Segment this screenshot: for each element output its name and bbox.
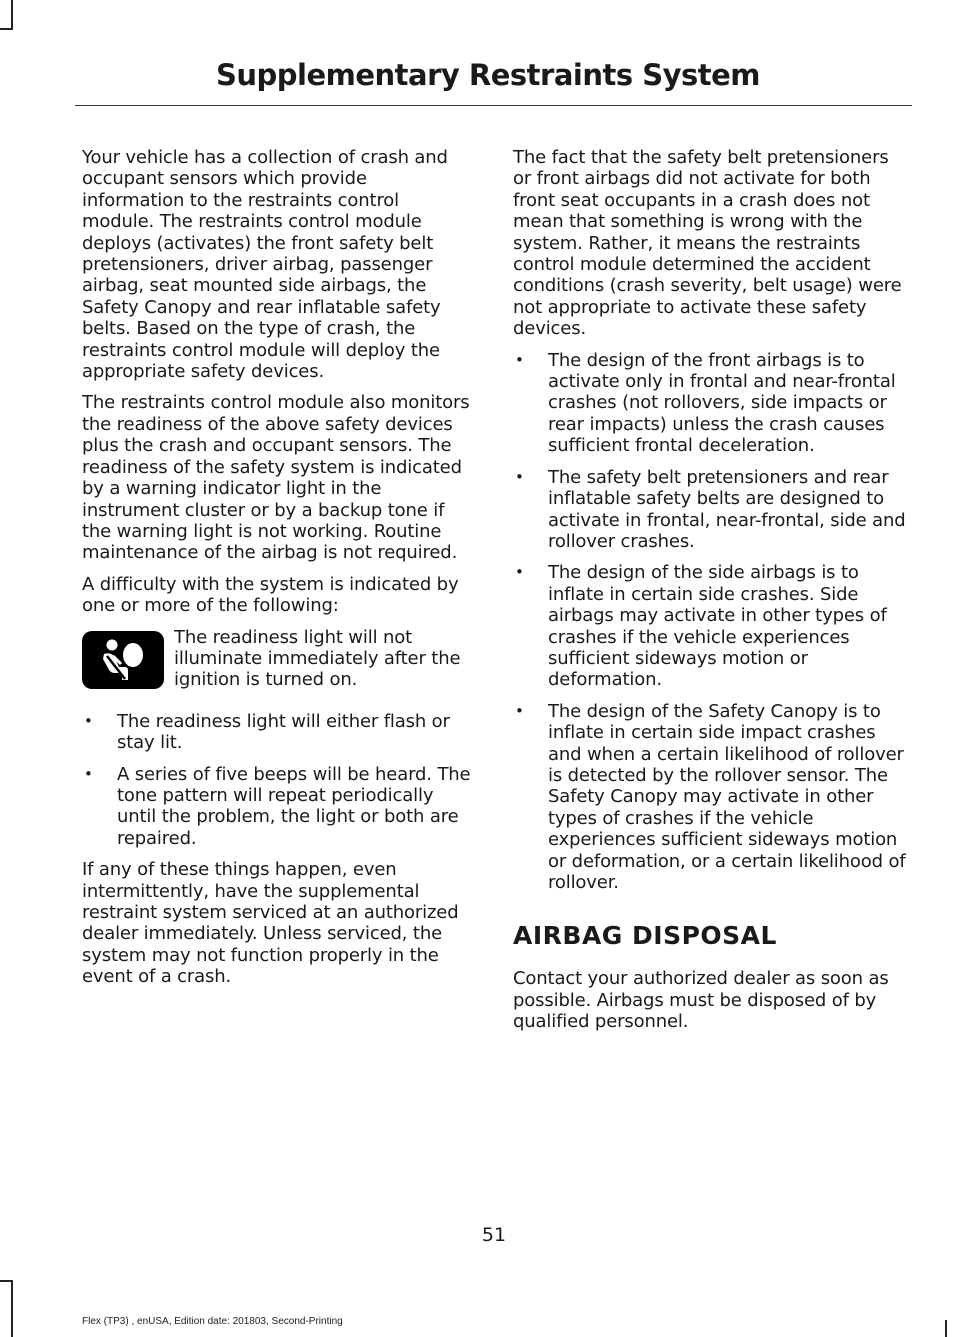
header-divider xyxy=(75,105,912,106)
paragraph: The restraints control module also monitors the readiness of the above safety devices plus the crash and occupant sensors. The readiness of the safety system is indicated by a warning indicator light in the instrument cluster or by a backup tone if the warning light is not working. Routine maintenance of the airbag is not required. xyxy=(82,392,470,564)
list-item: • The readiness light will either flash or stay lit. xyxy=(82,711,474,754)
paragraph: A difficulty with the system is indicated by one or more of the following: xyxy=(82,573,459,617)
crop-mark xyxy=(945,1320,947,1337)
list-item: • The safety belt pretensioners and rear inflatable safety belts are designed to activate in frontal, near-frontal, side and rollover crashes. xyxy=(513,467,908,553)
crop-mark xyxy=(0,1280,13,1282)
list-item: • The design of the side airbags is to inflate in certain side crashes. Side airbags may activate in other types of crashes if the vehicle experiences sufficient sideways motion or deformation. xyxy=(513,562,908,690)
list-item: • The design of the front airbags is to activate only in frontal and near-frontal crashes (not rollovers, side impacts or rear impacts) unless the crash causes sufficient frontal deceleration. xyxy=(513,350,908,457)
crop-mark xyxy=(11,1280,13,1337)
page-title: Supplementary Restraints System xyxy=(215,58,760,92)
icon-note xyxy=(82,627,474,691)
paragraph: If any of these things happen, even intermittently, have the supplemental restraint system serviced at an authorized dealer immediately. Unless serviced, the system may not function properly in the event of a crash. xyxy=(82,859,459,988)
bullet-list xyxy=(513,350,908,894)
left-column xyxy=(82,147,474,998)
footer-edition-info: Flex (TP3) , enUSA, Edition date: 201803, Second-Printing xyxy=(82,1316,343,1327)
paragraph: Contact your authorized dealer as soon as possible. Airbags must be disposed of by qualified personnel. xyxy=(513,968,889,1033)
icon-note-text: The readiness light will not illuminate immediately after the ignition is turned on. xyxy=(174,626,461,691)
list-item: • A series of five beeps will be heard. The tone pattern will repeat periodically until the problem, the light or both are repaired. xyxy=(82,764,474,850)
page-number: 51 xyxy=(481,1224,507,1246)
crop-mark xyxy=(11,0,13,28)
right-column xyxy=(513,147,908,1043)
list-item: • The design of the Safety Canopy is to inflate in certain side impact crashes and when a certain likelihood of rollover is detected by the rollover sensor. The Safety Canopy may activate in other types of crashes if the vehicle experiences sufficient sideways motion or deformation, or a certain likelihood of rollover. xyxy=(513,701,908,894)
airbag-warning-light-icon xyxy=(82,631,164,689)
bullet-list xyxy=(82,711,474,849)
paragraph: The fact that the safety belt pretensioners or front airbags did not activate for both front seat occupants in a crash does not mean that something is wrong with the system. Rather, it means the restraints control module determined the accident conditions (crash severity, belt usage) were not appropriate to activate these safety devices. xyxy=(513,147,902,340)
section-heading: AIRBAG DISPOSAL xyxy=(513,921,777,951)
paragraph: Your vehicle has a collection of crash and occupant sensors which provide information to the restraints control module. The restraints control module deploys (activates) the front safety belt pretensioners, driver airbag, passenger airbag, seat mounted side airbags, the Safety Canopy and rear inflatable safety belts. Based on the type of crash, the restraints control module will deploy the appropriate safety devices. xyxy=(82,147,448,383)
crop-mark xyxy=(0,28,13,30)
